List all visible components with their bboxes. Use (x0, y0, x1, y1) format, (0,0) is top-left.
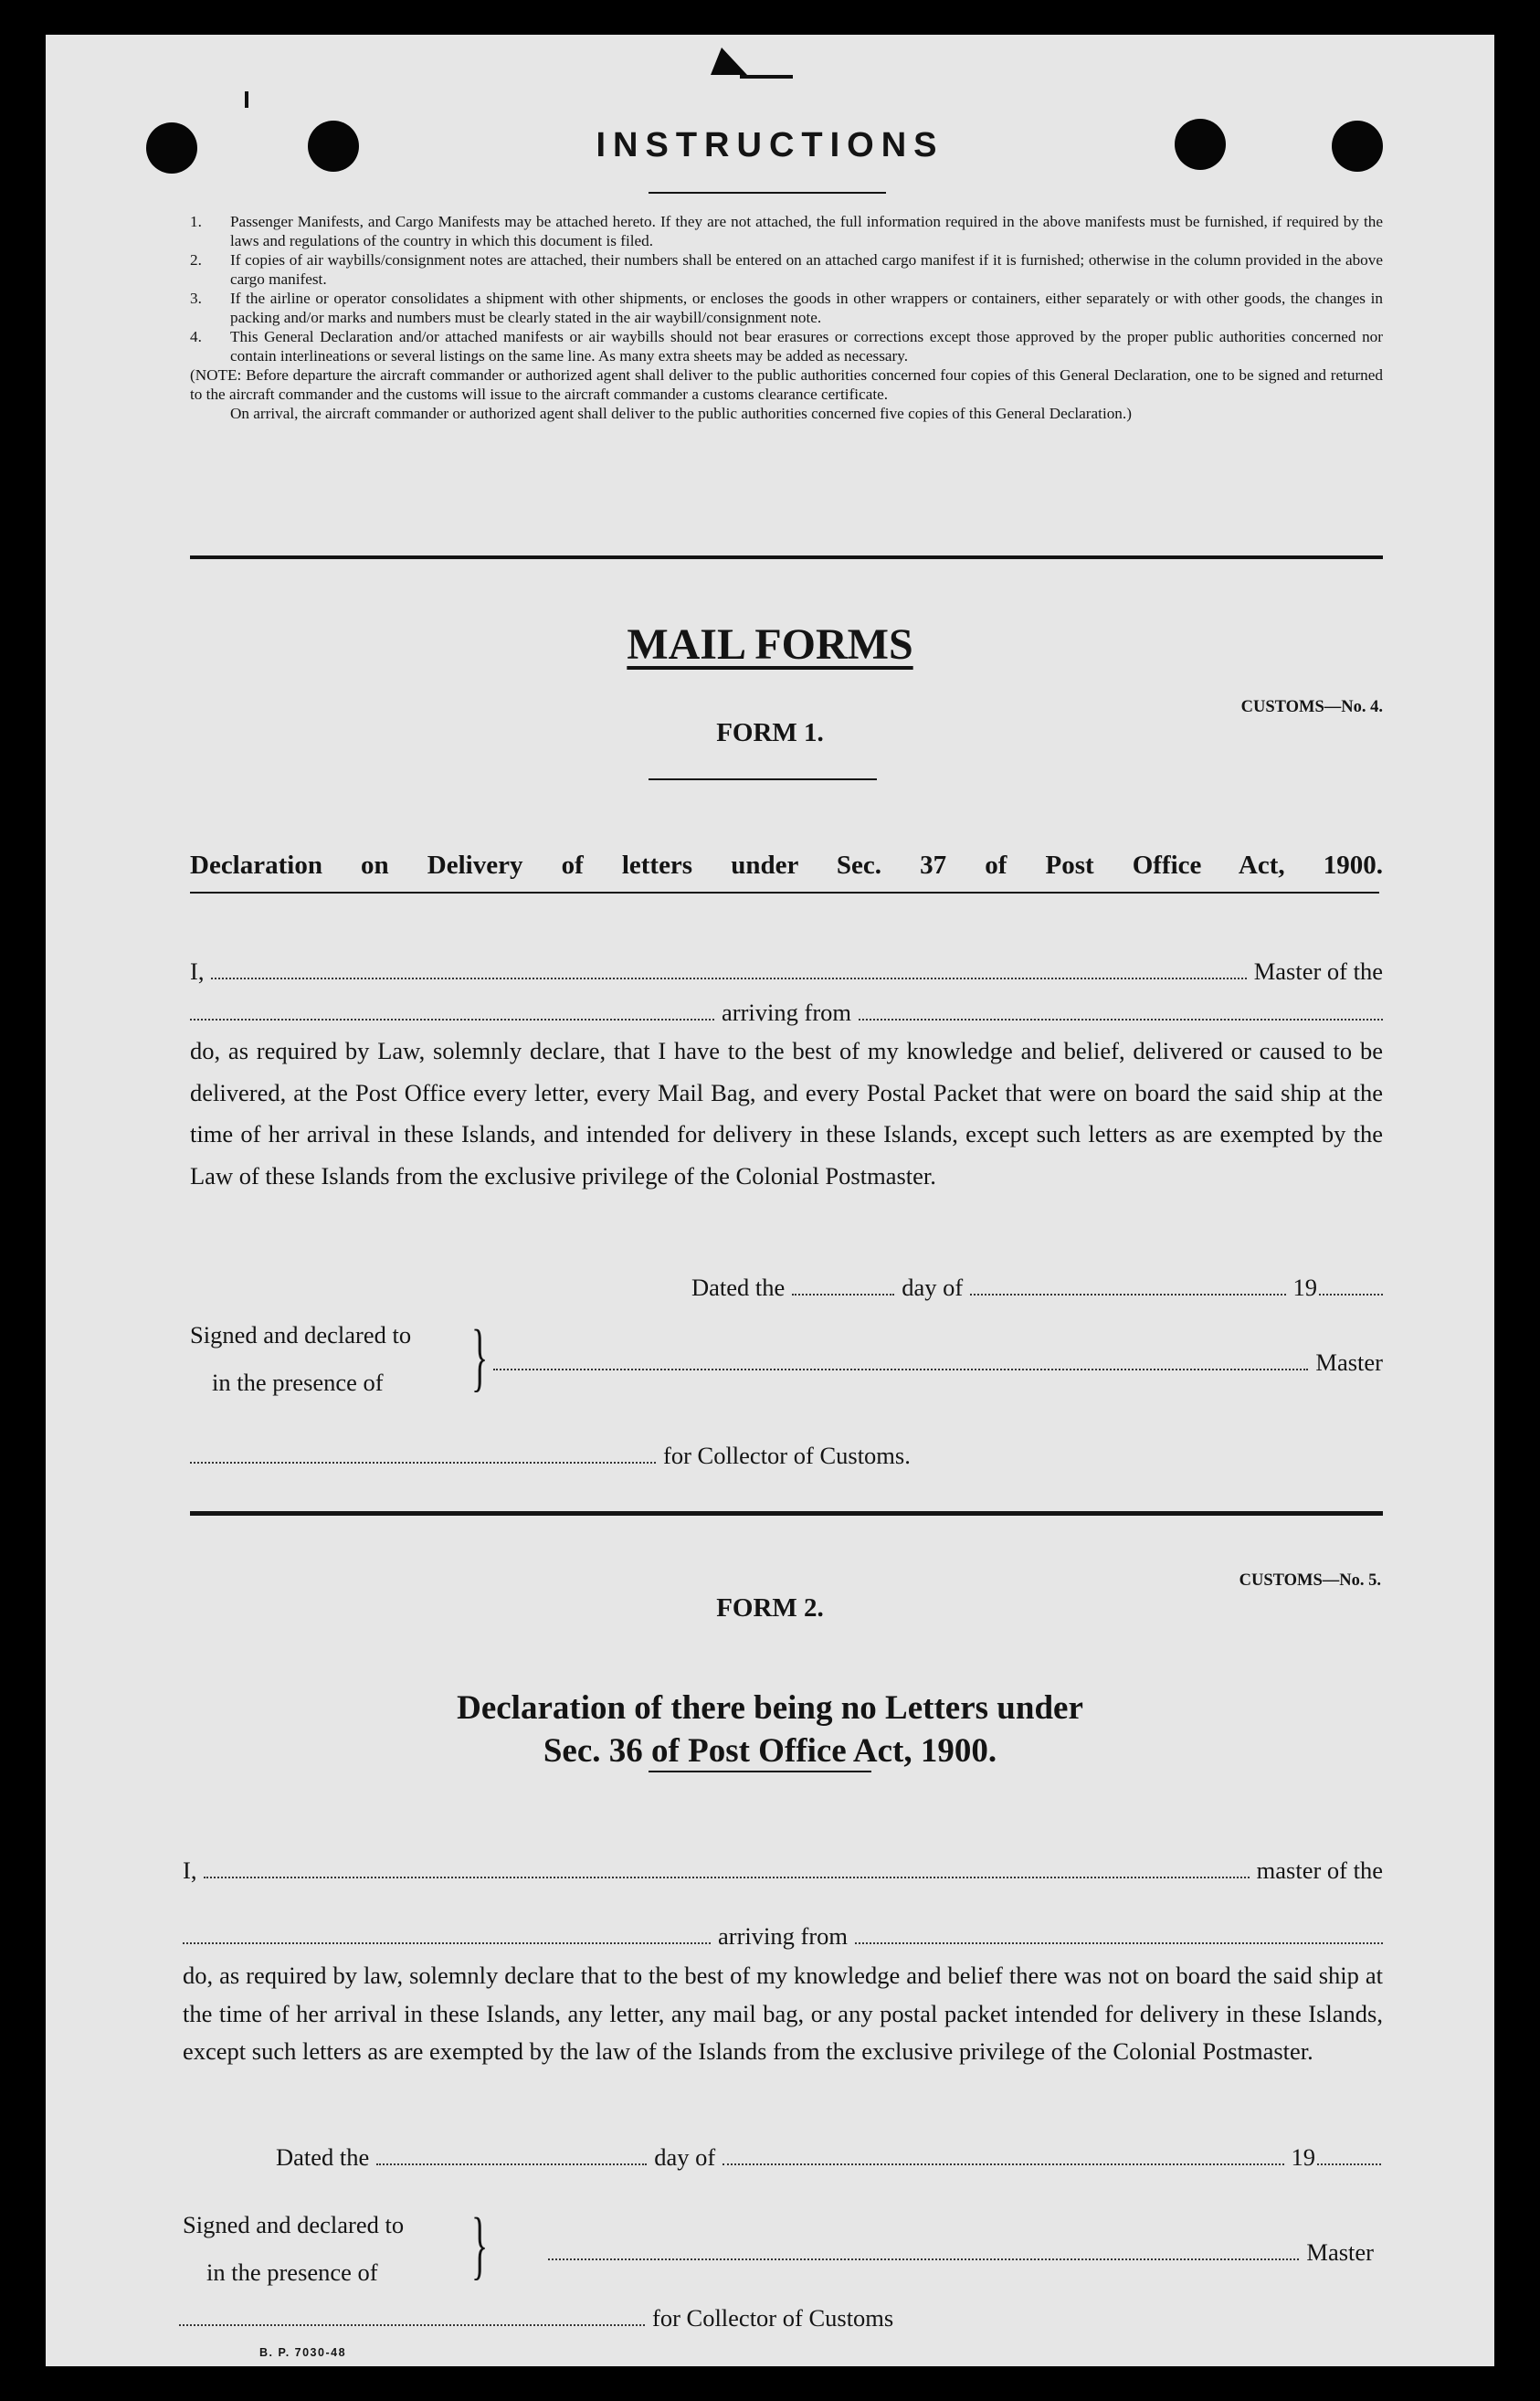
instruction-text: Passenger Manifests, and Cargo Manifests may be attached hereto. If they are not attached, the full information required in the above manifests must be furnished, if required by the laws and regulations of the country in which this document is filed. (230, 213, 1383, 249)
instruction-text: This General Declaration and/or attached manifests or air waybills should not bear erasures or corrections except those approved by the proper public authorities concerned nor contain interlineations or several listings on the same line. As many extra sheets may be added as necessary. (230, 328, 1383, 365)
form2-collector-field[interactable] (179, 2306, 645, 2326)
form1-day-of-label: day of (902, 1274, 964, 1301)
note-departure: (NOTE: Before departure the aircraft commander or authorized agent shall deliver to the public authorities concerned four copies of this General Declaration, one to be signed and returned to the aircraft commander and the customs will issue to the aircraft commander a customs clearance certificate. (190, 366, 1383, 403)
instruction-text: If copies of air waybills/consignment notes are attached, their numbers shall be entered on an attached cargo manifest if it is furnished; otherwise in the column provided in the above cargo manifest. (230, 251, 1383, 288)
form2-origin-field[interactable] (855, 1924, 1383, 1944)
instruction-item (190, 250, 1383, 289)
form1-signed-line2: in the presence of (212, 1369, 384, 1396)
form2-arriving-line (183, 1922, 1383, 1951)
form1-collector-field[interactable] (190, 1444, 656, 1464)
form1-origin-field[interactable] (859, 1000, 1383, 1021)
section-divider-middle (190, 1511, 1383, 1516)
form1-date-day-field[interactable] (792, 1275, 894, 1296)
speck-mark (245, 91, 248, 108)
instruction-number: 2. (190, 251, 202, 269)
form2-collector-line (179, 2304, 1092, 2332)
instructions-list (190, 212, 1383, 423)
form2-signed-line2: in the presence of (206, 2258, 378, 2286)
form2-line1-start: I, (183, 1856, 197, 1884)
form2-customs-number: CUSTOMS—No. 5. (1239, 1571, 1381, 1590)
form2-ship-field[interactable] (183, 1924, 711, 1944)
form2-day-of-label: day of (654, 2143, 716, 2171)
form2-dated-the-label: Dated the (276, 2143, 370, 2171)
form1-arriving-line (190, 999, 1383, 1027)
form2-date-month-field[interactable] (723, 2145, 1283, 2165)
mail-forms-title (46, 619, 1494, 670)
form1-dated-the-label: Dated the (691, 1274, 786, 1301)
form1-signed-line1: Signed and declared to (190, 1321, 412, 1349)
instruction-text: If the airline or operator consolidates a shipment with other shipments, or encloses the goods in other wrappers or containers, either separately or with other goods, the changes in packing and/or marks and numbers must be clearly stated in the air waybill/consignment note. (230, 290, 1383, 326)
form2-line1-end: master of the (1256, 1856, 1383, 1884)
form2-title-underline (649, 1771, 871, 1772)
form2-declaration-line2: Sec. 36 of Post Office Act, 1900. (543, 1732, 997, 1770)
form1-date-month-field[interactable] (970, 1275, 1285, 1296)
form2-date-day-field[interactable] (376, 2145, 647, 2165)
form2-declaration-line1: Declaration of there being no Letters under (457, 1689, 1083, 1727)
form1-declaration-title: Declaration on Delivery of letters under Sec. 37 of Post Office Act, 1900. (190, 851, 1383, 880)
instruction-number: 4. (190, 328, 202, 345)
form1-body-text: do, as required by Law, solemnly declare, that I have to the best of my knowledge and belief, delivered or caused to be delivered, at the Post Office every letter, every Mail Bag, and every Postal Packet that were on board the said ship at the time of her arrival in these Islands, and intended for delivery in these Islands, except such letters as are exempted by the Law of these Islands from the exclusive privilege of the Colonial Postmaster. (190, 1037, 1383, 1190)
form1-collector-label: for Collector of Customs. (663, 1442, 911, 1469)
form1-year-prefix: 19 (1292, 1274, 1317, 1301)
instructions-title: INSTRUCTIONS (596, 126, 944, 164)
form2-arriving-from-label: arriving from (717, 1922, 849, 1950)
mail-forms-title-text: MAIL FORMS (627, 620, 913, 669)
form2-collector-label: for Collector of Customs (652, 2304, 894, 2332)
instructions-title-underline (649, 192, 886, 194)
form1-master-signature-field[interactable] (493, 1350, 1308, 1370)
form1-year-field[interactable] (1319, 1275, 1383, 1296)
form1-ship-field[interactable] (190, 1000, 714, 1021)
form2-master-signature-line (548, 2238, 1374, 2267)
document-page (46, 35, 1494, 2366)
form1-brace: } (471, 1315, 489, 1400)
form2-brace: } (471, 2203, 489, 2288)
note-arrival: On arrival, the aircraft commander or authorized agent shall deliver to the public authorities concerned five copies of this General Declaration.) (230, 405, 1132, 422)
instruction-item (190, 289, 1383, 327)
form2-body-text: do, as required by law, solemnly declare that to the best of my knowledge and belief there was not on board the said ship at the time of her arrival in these Islands, any letter, any mail bag, or any postal packet intended for delivery in these Islands, except such letters as are exempted by the law of the Islands from the exclusive privilege of the Colonial Postmaster. (183, 1962, 1383, 2065)
form1-master-line (190, 957, 1383, 986)
form2-master-signature-field[interactable] (548, 2240, 1299, 2260)
form1-title: FORM 1. (716, 718, 824, 747)
form1-line1-end: Master of the (1253, 957, 1383, 985)
form1-arriving-from-label: arriving from (721, 999, 852, 1026)
form2-declaration-title (46, 1687, 1494, 1772)
footer-code: B. P. 7030-48 (259, 2346, 347, 2359)
form1-collector-line (190, 1442, 1383, 1470)
form1-line1-start: I, (190, 957, 205, 985)
instruction-number: 1. (190, 213, 202, 230)
top-tear-line (740, 75, 793, 79)
form1-title-underline (649, 778, 877, 780)
form2-name-field[interactable] (204, 1858, 1249, 1878)
form2-year-prefix: 19 (1291, 2143, 1315, 2171)
form2-signed-line1: Signed and declared to (183, 2211, 405, 2238)
form2-title: FORM 2. (716, 1593, 824, 1623)
form1-dated-line (691, 1274, 1383, 1302)
form1-master-signature-line (493, 1349, 1383, 1377)
form1-name-field[interactable] (211, 959, 1246, 979)
top-tear-mark (711, 48, 747, 75)
form2-master-label: Master (1306, 2238, 1374, 2266)
form2-year-field[interactable] (1317, 2145, 1381, 2165)
form1-heading-rule (190, 892, 1379, 894)
form2-dated-line (276, 2143, 1381, 2172)
form1-master-label: Master (1315, 1349, 1383, 1376)
form2-master-line (183, 1856, 1383, 1885)
form1-customs-number: CUSTOMS—No. 4. (1240, 698, 1383, 716)
section-divider-top (190, 555, 1383, 559)
instruction-number: 3. (190, 290, 202, 307)
instruction-item (190, 327, 1383, 365)
instruction-item (190, 212, 1383, 250)
